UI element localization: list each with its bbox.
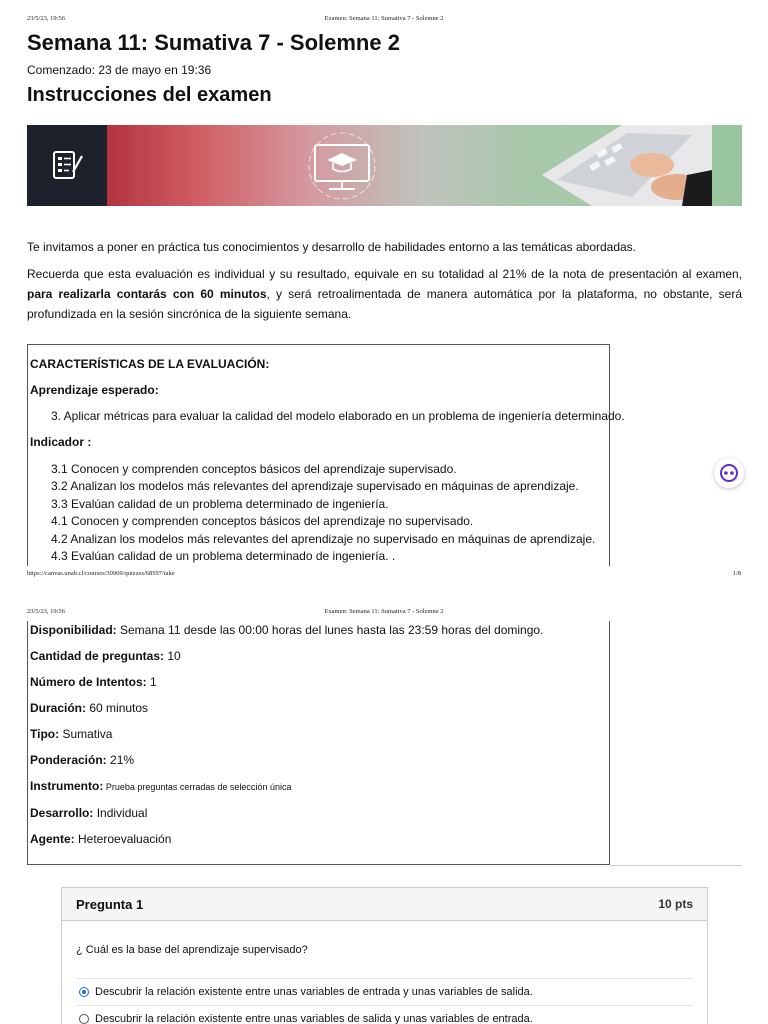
question-card — [61, 887, 708, 1024]
print-header-page1 — [27, 15, 741, 22]
details-box — [27, 621, 610, 865]
answer-option[interactable] — [76, 1005, 693, 1024]
detail-instrument: Instrumento: Prueba preguntas cerradas de selección única — [30, 779, 292, 793]
print-footer-page1 — [27, 570, 741, 577]
indicator-item: 4.1 Conocen y comprenden conceptos básicos del aprendizaje no supervisado. — [51, 514, 474, 528]
indicator-item: 3.2 Analizan los modelos más relevantes del aprendizaje supervisado en máquinas de aprendizaje. — [51, 479, 579, 493]
detail-development: Desarrollo: Individual — [30, 806, 148, 820]
graduation-monitor-icon — [287, 131, 397, 201]
laptop-hands-illustration — [502, 125, 712, 206]
instructions-paragraph: Recuerda que esta evaluación es individual y su resultado, equivale en su totalidad al 21% de la nota de presentación al examen, para realizarla contarás con 60 minutos, y será retroalimentada de manera automática por la plataforma, no obstante, será profundizada en la sesión sincrónica de la siguiente semana. — [27, 267, 743, 321]
indicator-item: 3.1 Conocen y comprenden conceptos básicos del aprendizaje supervisado. — [51, 462, 457, 476]
indicator-item: 4.3 Evalúan calidad de un problema determinado de ingeniería. . — [51, 549, 396, 563]
answer-option-label: Descubrir la relación existente entre unas variables de entrada y unas variables de salida. — [95, 985, 533, 998]
detail-weight: Ponderación: 21% — [30, 753, 135, 767]
detail-type: Tipo: Sumativa — [30, 727, 113, 741]
chatbot-icon[interactable] — [714, 458, 744, 488]
detail-duration: Duración: 60 minutos — [30, 701, 149, 715]
exam-document-icon — [27, 125, 107, 206]
print-datetime: 23/5/23, 19:56 — [27, 608, 65, 615]
indicator-label: Indicador : — [30, 435, 92, 449]
detail-attempts: Número de Intentos: 1 — [30, 675, 157, 689]
print-page-number: 1/8 — [732, 570, 741, 577]
radio-button-selected[interactable] — [79, 987, 89, 997]
detail-question-count: Cantidad de preguntas: 10 — [30, 649, 181, 663]
expected-learning-label: Aprendizaje esperado: — [30, 383, 159, 397]
question-header — [62, 888, 707, 921]
page-title: Semana 11: Sumativa 7 - Solemne 2 — [27, 30, 400, 55]
divider — [610, 865, 742, 866]
intro-text: Te invitamos a poner en práctica tus conocimientos y desarrollo de habilidades entorno a las temáticas abordadas. — [27, 240, 637, 254]
radio-button[interactable] — [79, 1014, 89, 1024]
instructions-heading: Instrucciones del examen — [27, 84, 272, 106]
instructions-banner — [27, 125, 742, 206]
print-doc-title: Examen: Semana 11: Sumativa 7 - Solemne 2 — [324, 608, 444, 615]
print-doc-title: Examen: Semana 11: Sumativa 7 - Solemne 2 — [324, 15, 444, 22]
question-text: ¿ Cuál es la base del aprendizaje supervisado? — [76, 944, 308, 956]
question-title: Pregunta 1 — [76, 897, 144, 912]
print-url: https://canvas.unab.cl/courses/30969/quizzes/68597/take — [27, 570, 175, 577]
characteristics-box — [27, 344, 625, 566]
indicator-item: 4.2 Analizan los modelos más relevantes del aprendizaje no supervisado en máquinas de aprendizaje. — [51, 532, 596, 546]
indicator-item: 3.3 Evalúan calidad de un problema determinado de ingeniería. — [51, 497, 389, 511]
started-text: Comenzado: 23 de mayo en 19:36 — [27, 63, 212, 77]
detail-availability: Disponibilidad: Semana 11 desde las 00:00 horas del lunes hasta las 23:59 horas del domingo. — [30, 623, 544, 637]
answer-option-label: Descubrir la relación existente entre unas variables de salida y unas variables de entrada. — [95, 1012, 533, 1024]
expected-learning-item: 3. Aplicar métricas para evaluar la calidad del modelo elaborado en un problema de ingeniería determinado. — [51, 409, 625, 423]
answer-option[interactable] — [76, 978, 693, 1004]
question-points: 10 pts — [658, 897, 693, 911]
detail-agent: Agente: Heteroevaluación — [30, 832, 172, 846]
print-header-page2 — [27, 608, 741, 615]
characteristics-heading: CARACTERÍSTICAS DE LA EVALUACIÓN: — [30, 357, 270, 371]
print-datetime: 23/5/23, 19:56 — [27, 15, 65, 22]
